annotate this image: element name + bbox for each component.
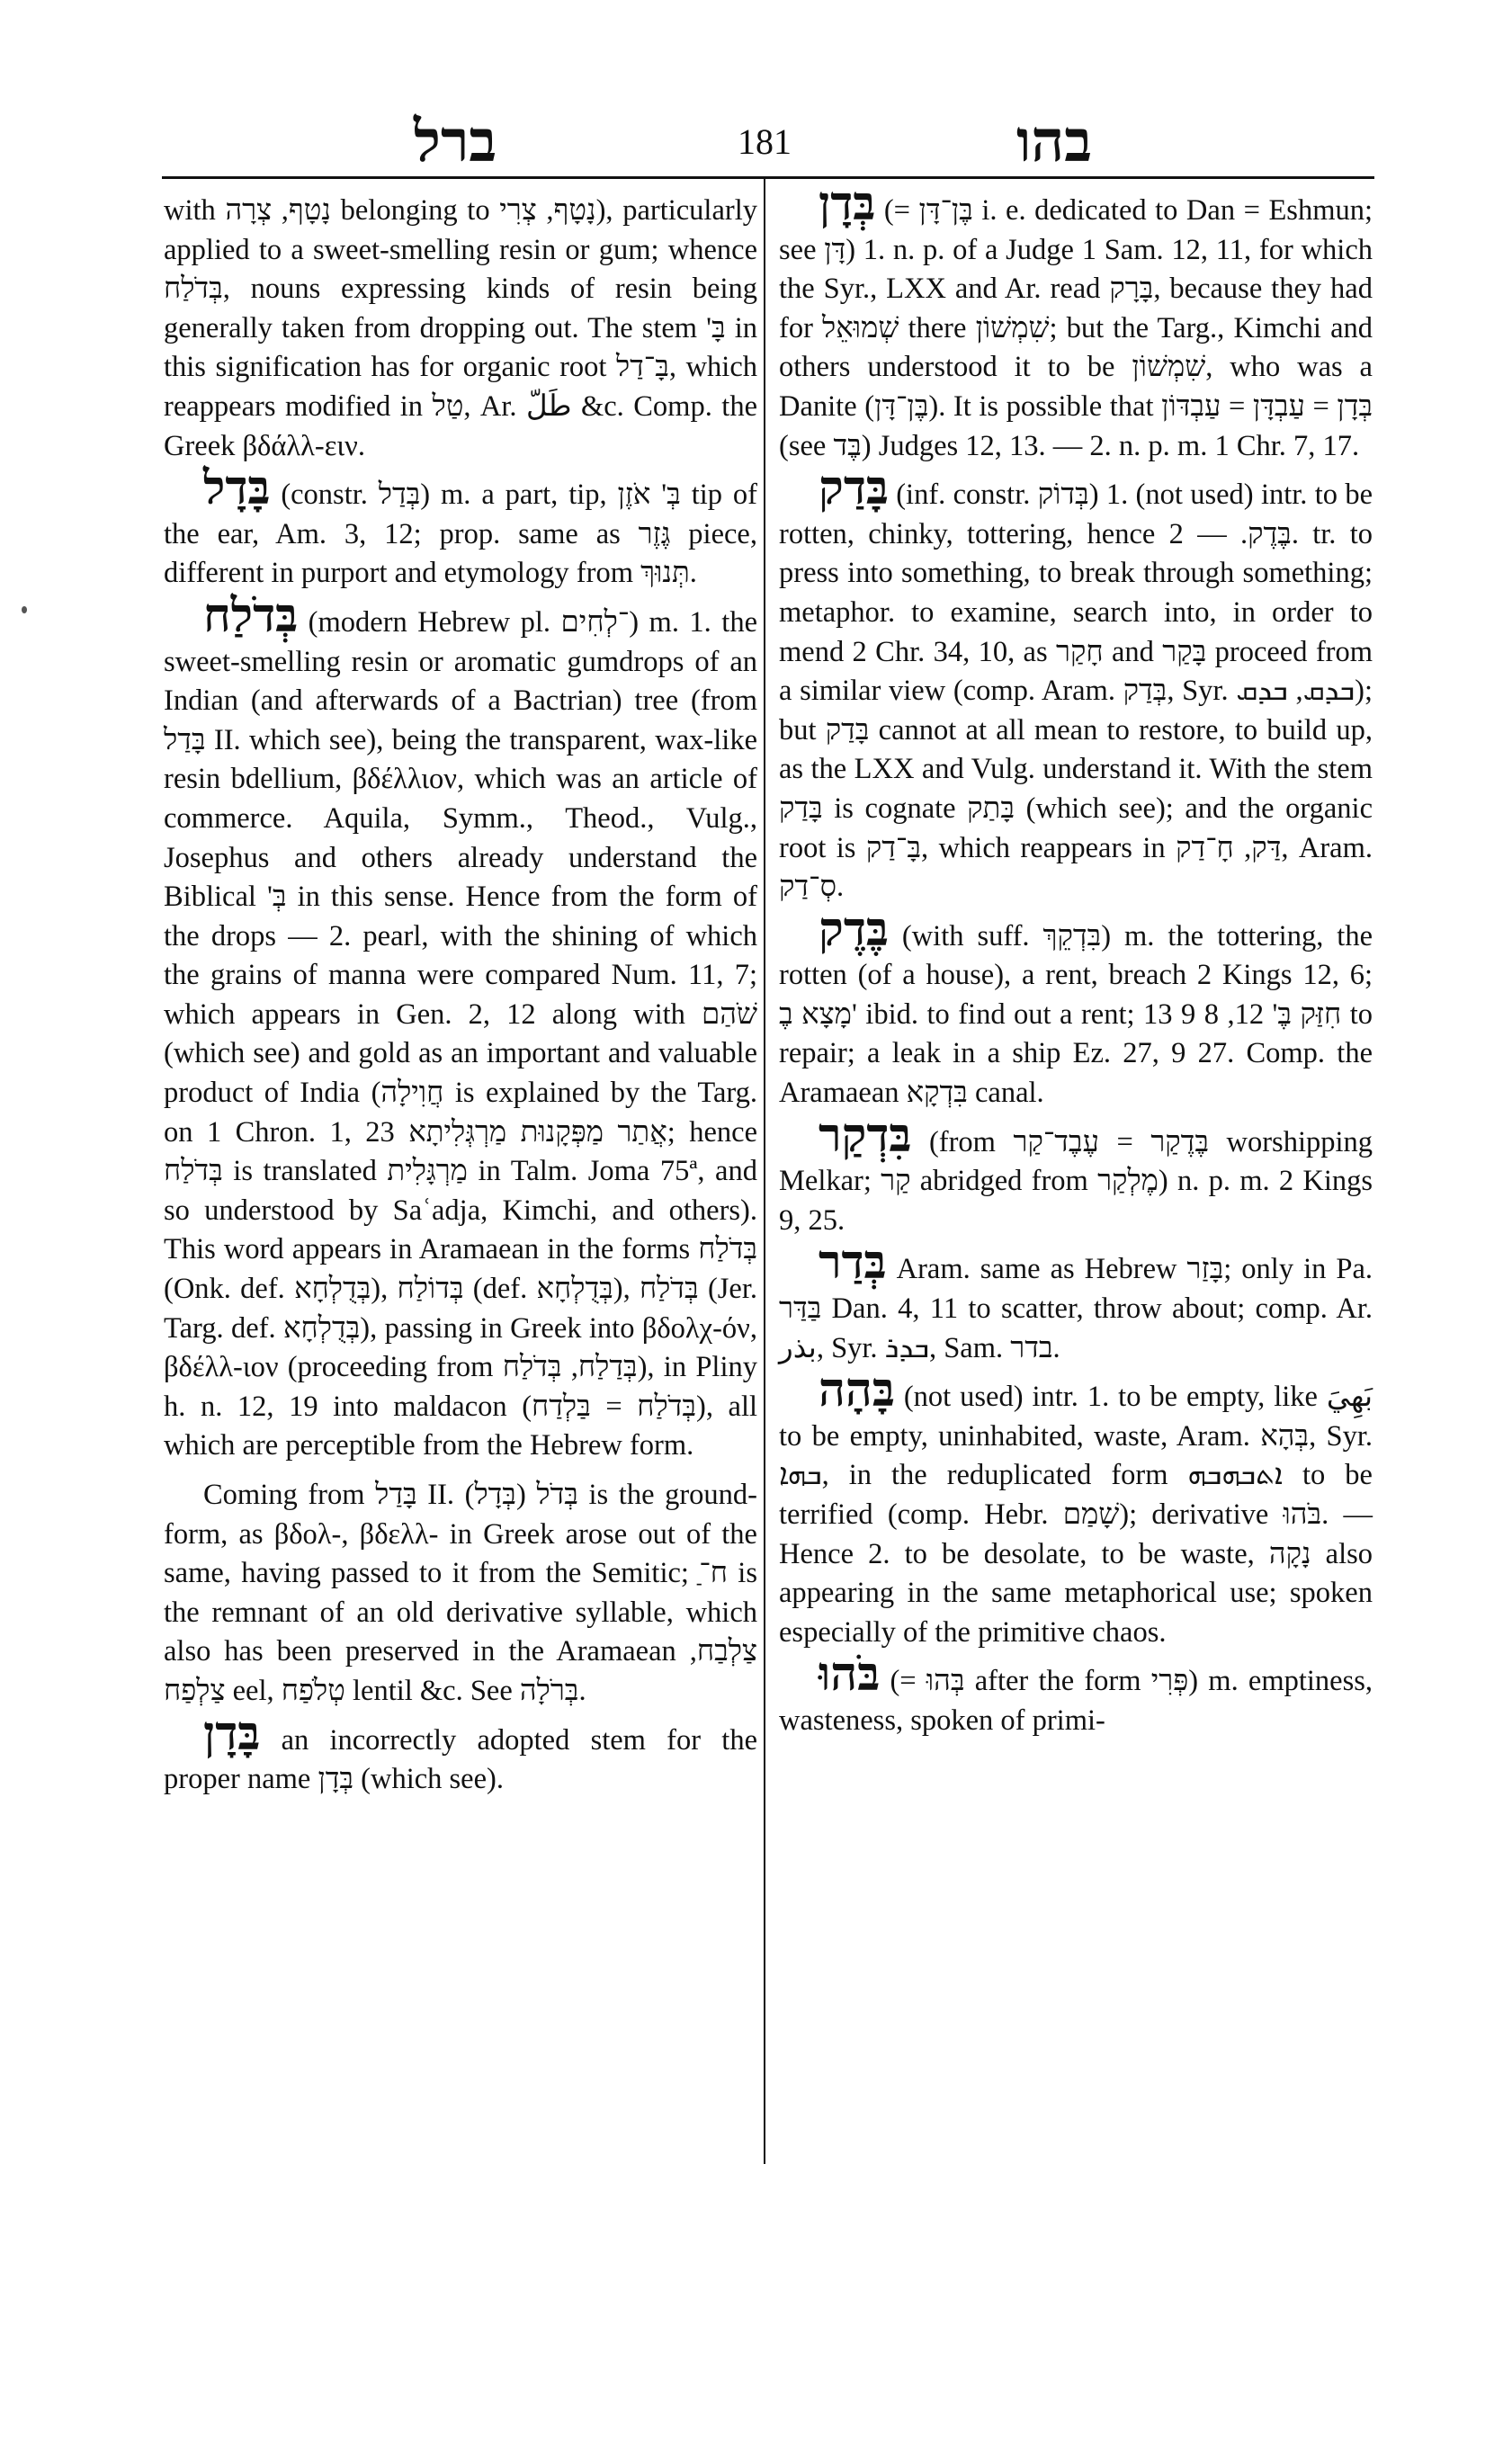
dictionary-entry	[164, 1708, 758, 1800]
entry-text: (with suff. בִּדְקֵךְ) m. the tottering, the rotten (of a house), a rent, breach 2 Kings 12, 6; מָצָא בֶ' ibid. to find out a rent; חִזַּק בֶּ' 12, 8 9 13 to repair; a leak in a ship Ez. 27, 9 27. Comp. the Aramaean בִּדְקָא canal.	[779, 919, 1373, 1110]
page-number: 181	[738, 121, 792, 162]
headword: בְּדֹלַח	[203, 590, 299, 642]
headword: בָּדָן	[203, 1708, 261, 1760]
dictionary-entry	[779, 179, 1373, 466]
scan-speck	[22, 606, 27, 613]
entry-text: with נָטָף, צְרָה belonging to נָטָף, צְרִי), particularly applied to a sweet-smelling resin or gum; whence בְּדֹלַח, nouns expressing kinds of resin being generally taken from dropping out. The stem 'בָּ in this signification has for organic root בָּ־דַל, which reappears modified in טַל, Ar. طَلّ &c. Comp. the Greek βδάλλ-ειν.	[164, 194, 758, 462]
entry-text: (= בֶּן־דָּן i. e. dedicated to Dan = Eshmun; see דָּן) 1. n. p. of a Judge 1 Sam. 12, 11, for which the Syr., LXX and Ar. read בָּרָק, because they had for שְׁמוּאֵל there שִׁמְשׁוֹן; but the Targ., Kimchi and others understood it to be שִׁמְשׁוֹן, who was a Danite (בֶּן־דָּן). It is possible that בְּדָן = עַבְדָּן = עַבְדּוֹן (see בֶּד) Judges 12, 13. — 2. n. p. m. 1 Chr. 7, 17.	[779, 194, 1373, 462]
entry-text: (= בְּהוּ after the form פְּרִי) m. emptiness, wasteness, spoken of primi-	[779, 1665, 1373, 1737]
dictionary-entry	[779, 463, 1373, 908]
dictionary-entry	[779, 1365, 1373, 1652]
left-guideword: ברל	[414, 108, 497, 175]
right-guideword: בהו	[1016, 108, 1093, 175]
entry-text: an incorrectly adopted stem for the proper name בְּדָן (which see).	[164, 1723, 758, 1796]
headword: בָּדָל	[203, 463, 271, 515]
dictionary-entry	[164, 590, 758, 1466]
headword: בְּדָן	[819, 179, 876, 230]
page-header	[162, 90, 1376, 180]
column-divider	[764, 178, 765, 2164]
entry-text: (modern Hebrew pl. ־לְחִים) m. 1. the sweet-smelling resin or aromatic gumdrops of an Indian (and afterwards of a Bactrian) tree (from בָּדַל II. which see), being the transparent, wax-like resin bdellium, βδέλλιον, which was an article of commerce. Aquila, Symm., Theod., Vulg., Josephus and others already understand the Biblical 'בְּ in this sense. Hence from the form of the drops — 2. pearl, with the shining of which the grains of manna were compared Num. 11, 7; which appears in Gen. 2, 12 along with שֹׁהַם (which see) and gold as an important and valuable product of India (חֲוִילָה is explained by the Targ. on 1 Chron. 1, 23 אֲתַר מַפְּקָנוּת מַרְגְּלִיתָא; hence בְּדֹלַח is translated מַרְגָּלִית in Talm. Joma 75ª, and so understood by Saʿadja, Kimchi, and others). This word appears in Aramaean in the forms בְּדֹלַח (Onk. def. בְּדֻלְחָא), בְּדוֹלַח (def. בְּדֻלְחָא), בְּדֹלַח (Jer. Targ. def. בְּדֻלְחָא), passing in Greek into βδολχ-όν, βδέλλ-ιον (proceeding from בְּדַלַח, בְּדֹלַח), in Pliny h. n. 12, 19 into maldacon (בְּדֹלַח = בַּלְדַח), all which are perceptible from the Hebrew form.	[164, 605, 758, 1462]
headword: בֶּדֶק	[819, 904, 889, 956]
headword: בָּהָה	[819, 1365, 895, 1417]
dictionary-entry	[164, 463, 757, 594]
entry-text: Coming from בָּדַל II. בְּדֹל (בְּדָל) is the ground-form, as βδολ-, βδελλ- in Greek arose out of the same, having passed to it from the Semitic; ח־ַ is the remnant of an old derivative syllable, which also has been preserved in the Aramaean צַלְבַח, צַלְפַח eel, טְלֹפַח lentil &c. See בְּרֹלָה.	[164, 1479, 757, 1707]
entry-text: (constr. בְּדַל) m. a part, tip, בְּ' אֹזֶן tip of the ear, Am. 3, 12; prop. same as גֶּזֶר piece, different in purport and etymology from תְּנוּךְ.	[164, 478, 757, 590]
headword: בִּדְקַר	[819, 1110, 912, 1162]
dictionary-entry	[779, 1650, 1373, 1740]
dictionary-entry	[779, 1238, 1373, 1368]
right-column	[779, 179, 1373, 1747]
headword: בְּדַר	[819, 1238, 887, 1290]
headword: בָּדַק	[819, 463, 889, 515]
entry-text: Aram. same as Hebrew בָּזַר; only in Pa. בַּדַּר Dan. 4, 11 to scatter, throw about; comp. Ar. بذر, Syr. ܒܕܪ, Sam. בדר.	[779, 1253, 1373, 1364]
dictionary-entry	[779, 904, 1373, 1113]
header-rule	[162, 176, 1374, 179]
entry-text: (from בֶּדֶקַר = עֶבֶד־קַר worshipping Melkar; קַר abridged from מֶלְקַר) n. p. m. 2 Kings 9, 25.	[779, 1125, 1373, 1237]
left-column	[164, 187, 757, 1805]
dictionary-entry	[164, 1471, 757, 1712]
dictionary-entry	[164, 187, 757, 466]
entry-text: (inf. constr. בְּדוֹק) 1. (not used) intr. to be rotten, chinky, tottering, hence בֶּדֶק. — 2. tr. to press into something, to break through something; metaphor. to examine, search into, in order to mend 2 Chr. 34, 10, as חָקַר and בָּקַר proceed from a similar view (comp. Aram. בְּדַק, Syr. ܒܕܩ, ܒܕܩ); but בָּדַק cannot at all mean to restore, to build up, as the LXX and Vulg. understand it. With the stem בָּדַק is cognate בָּתַק (which see); and the organic root is בָּ־דַק, which reappears in דַּק, חָ־דַק, Aram. סְ־דַק.	[779, 478, 1373, 904]
dictionary-entry	[779, 1110, 1373, 1241]
entry-text: (not used) intr. 1. to be empty, like بَهِيَ to be empty, uninhabited, waste, Aram. בְּהָא, Syr. ܒܗܐ, in the reduplicated form ܐܬܒܗܒܗ to be terrified (comp. Hebr. שָׁמַם); derivative בֹּהוּ. — Hence 2. to be desolate, to be waste, נָקָה also appearing in the same metaphorical use; spoken especially of the primitive chaos.	[779, 1381, 1373, 1649]
headword: בֹּהוּ	[819, 1650, 881, 1702]
